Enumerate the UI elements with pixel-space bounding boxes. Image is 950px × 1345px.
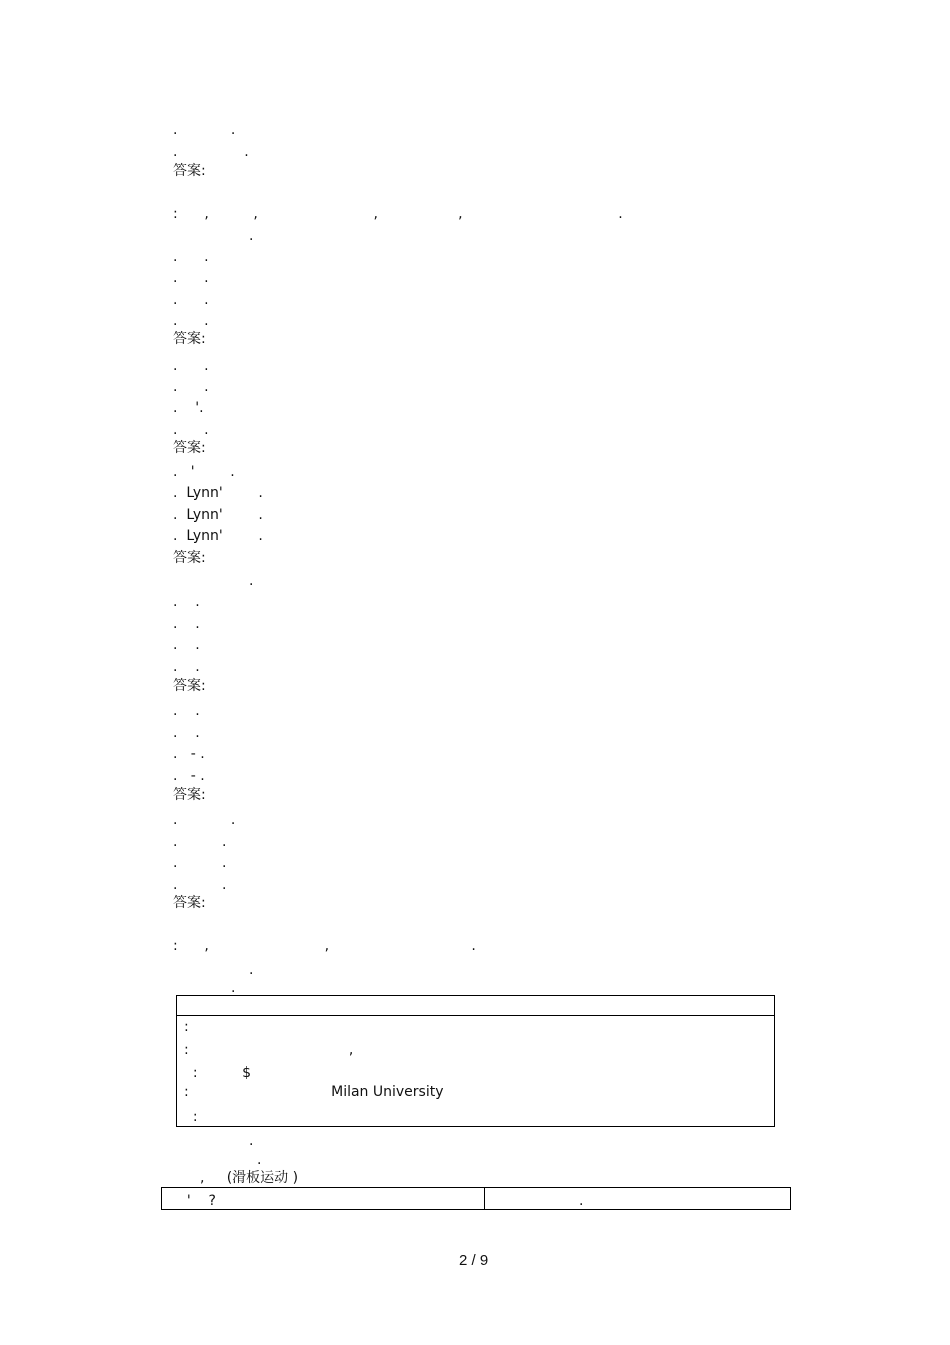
option-line: . . bbox=[173, 725, 200, 741]
bottom-table-divider bbox=[484, 1187, 485, 1210]
option-line: . . bbox=[173, 616, 200, 632]
option-line: . . bbox=[173, 812, 236, 828]
paragraph-line: : , , . bbox=[173, 938, 476, 954]
option-line: . . bbox=[173, 292, 209, 308]
paragraph-line: . bbox=[249, 962, 254, 978]
bottom-table-right-cell: . bbox=[490, 1193, 584, 1209]
option-line: . . bbox=[173, 422, 209, 438]
option-line: . . bbox=[173, 594, 200, 610]
answer-label: 答案: bbox=[173, 678, 206, 694]
option-line: . . bbox=[173, 358, 209, 374]
info-table-row: : bbox=[184, 1019, 189, 1035]
bottom-table-left-cell: ' ? bbox=[178, 1193, 216, 1209]
option-line: . . bbox=[173, 270, 209, 286]
text-line: . bbox=[257, 1152, 262, 1168]
option-line: . . bbox=[173, 834, 227, 850]
option-line: . . bbox=[173, 637, 200, 653]
text-line: , (滑板运动 ) bbox=[200, 1170, 299, 1186]
option-line: . . bbox=[173, 659, 200, 675]
page-number: 2 / 9 bbox=[459, 1252, 489, 1269]
option-line: . . bbox=[173, 379, 209, 395]
info-table-row: : , bbox=[184, 1042, 354, 1058]
option-line: . Lynn' . bbox=[173, 528, 263, 544]
answer-label: 答案: bbox=[173, 440, 206, 456]
option-line: . . bbox=[173, 855, 227, 871]
answer-label: 答案: bbox=[173, 550, 206, 566]
bottom-table bbox=[161, 1187, 791, 1210]
text-line: . . bbox=[173, 122, 236, 138]
info-table-row: : Milan University bbox=[184, 1084, 444, 1100]
question-stem: . bbox=[249, 573, 254, 589]
option-line: . . bbox=[173, 877, 227, 893]
option-line: . '. bbox=[173, 400, 204, 416]
paragraph-line: . bbox=[231, 980, 236, 996]
option-line: . . bbox=[173, 313, 209, 329]
paragraph-line: . bbox=[249, 228, 254, 244]
option-line: . Lynn' . bbox=[173, 507, 263, 523]
answer-label: 答案: bbox=[173, 895, 206, 911]
text-line: . bbox=[249, 1133, 254, 1149]
option-line: . - . bbox=[173, 768, 205, 784]
option-line: . ' . bbox=[173, 464, 235, 480]
option-line: . - . bbox=[173, 746, 205, 762]
info-table-row: : $ bbox=[184, 1065, 252, 1081]
option-line: . . bbox=[173, 249, 209, 265]
option-line: . Lynn' . bbox=[173, 485, 263, 501]
option-line: . . bbox=[173, 703, 200, 719]
answer-label: 答案: bbox=[173, 787, 206, 803]
answer-label: 答案: bbox=[173, 163, 206, 179]
info-table-divider bbox=[176, 1015, 775, 1016]
paragraph-line: : , , , , . bbox=[173, 206, 623, 222]
text-line: . . bbox=[173, 144, 249, 160]
info-table-row: : bbox=[184, 1109, 198, 1125]
answer-label: 答案: bbox=[173, 331, 206, 347]
